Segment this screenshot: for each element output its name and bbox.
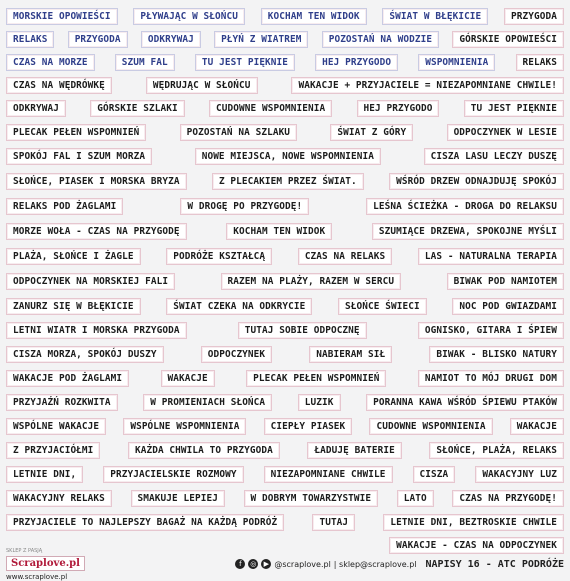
sticker-label: CZAS NA RELAKS <box>298 248 392 265</box>
sticker-label: PŁYWAJĄC W SŁOŃCU <box>133 8 245 25</box>
sticker-label: TU JEST PIĘKNIE <box>464 100 564 117</box>
sticker-label: NOWE MIEJSCA, NOWE WSPOMNIENIA <box>195 148 381 165</box>
sticker-label: NIEZAPOMNIANE CHWILE <box>264 466 393 483</box>
sticker-label: POZOSTAŃ NA SZLAKU <box>180 124 297 141</box>
sticker-label: W DROGĘ PO PRZYGODĘ! <box>180 198 309 215</box>
youtube-icon[interactable]: ▶ <box>261 559 271 569</box>
sticker-label: WSPÓLNE WSPOMNIENIA <box>123 418 246 435</box>
sticker-label: ODPOCZYNEK W LESIE <box>447 124 564 141</box>
sticker-label: SPOKÓJ FAL I SZUM MORZA <box>6 148 152 165</box>
sticker-label: RELAKS <box>6 31 54 48</box>
sticker-label: W DOBRYM TOWARZYSTWIE <box>244 490 379 507</box>
sticker-label: ŚWIAT Z GÓRY <box>330 124 413 141</box>
sticker-row <box>6 54 564 71</box>
sticker-row <box>6 173 564 190</box>
sticker-row <box>6 466 564 483</box>
sticker-label: ŁADUJĘ BATERIE <box>307 442 401 459</box>
sticker-label: CISZA MORZA, SPOKÓJ DUSZY <box>6 346 164 363</box>
sticker-row <box>6 198 564 215</box>
sticker-label: HEJ PRZYGODO <box>315 54 398 71</box>
sticker-label: WAKACJE <box>510 418 564 435</box>
sticker-label: NOC POD GWIAZDAMI <box>452 298 564 315</box>
sticker-label: Z PRZYJACIÓŁMI <box>6 442 100 459</box>
sticker-row <box>6 31 564 48</box>
sticker-label: PRZYJAŹŃ ROZKWITA <box>6 394 118 411</box>
sticker-row <box>6 442 564 459</box>
sticker-label: OGNISKO, GITARA I ŚPIEW <box>418 322 564 339</box>
website-link[interactable]: www.scraplove.pl <box>6 572 68 581</box>
sticker-row <box>6 298 564 315</box>
sticker-label: CUDOWNE WSPOMNIENIA <box>209 100 332 117</box>
sticker-label: LATO <box>397 490 434 507</box>
sticker-label: SŁOŃCE, PLAŻA, RELAKS <box>429 442 564 459</box>
sticker-label: LEŚNA ŚCIEŻKA - DROGA DO RELAKSU <box>366 198 564 215</box>
sticker-label: LETNIE DNI, <box>6 466 83 483</box>
sticker-label: ŚWIAT CZEKA NA ODKRYCIE <box>166 298 312 315</box>
sticker-label: TUTAJ <box>312 514 355 531</box>
sticker-label: RAZEM NA PLAŻY, RAZEM W SERCU <box>221 273 402 290</box>
sticker-label: KOCHAM TEN WIDOK <box>261 8 367 25</box>
sticker-label: WAKACJE <box>161 370 215 387</box>
sticker-label: CZAS NA MORZE <box>6 54 95 71</box>
sticker-row <box>6 273 564 290</box>
sticker-label: RELAKS <box>516 54 564 71</box>
sticker-label: SŁOŃCE, PIASEK I MORSKA BRYZA <box>6 173 187 190</box>
brand-block <box>6 548 85 581</box>
sticker-label: PODRÓŻE KSZTAŁCĄ <box>166 248 272 265</box>
sticker-label: WSPOMNIENIA <box>418 54 495 71</box>
sticker-row <box>6 322 564 339</box>
sticker-row <box>6 418 564 435</box>
sticker-label: WŚRÓD DRZEW ODNAJDUJĘ SPOKÓJ <box>389 173 564 190</box>
sticker-label: KAŻDA CHWILA TO PRZYGODA <box>128 442 280 459</box>
sticker-row <box>6 514 564 531</box>
sticker-label: LAS - NATURALNA TERAPIA <box>418 248 564 265</box>
sticker-label: ODPOCZYNEK <box>201 346 272 363</box>
sticker-label: HEJ PRZYGODO <box>357 100 440 117</box>
brand-logo: Scraplove.pl <box>6 556 85 571</box>
sticker-label: WĘDRUJĄC W SŁOŃCU <box>146 77 258 94</box>
sticker-label: CISZA LASU LECZY DUSZĘ <box>424 148 564 165</box>
sticker-label: LUZIK <box>298 394 341 411</box>
sticker-label: CUDOWNE WSPOMNIENIA <box>369 418 492 435</box>
sticker-label: WAKACYJNY LUZ <box>475 466 564 483</box>
sticker-label: RELAKS POD ŻAGLAMI <box>6 198 123 215</box>
sticker-label: KOCHAM TEN WIDOK <box>226 223 332 240</box>
sticker-label: CIEPŁY PIASEK <box>264 418 353 435</box>
sticker-row <box>6 346 564 363</box>
sticker-label: GÓRSKIE SZLAKI <box>90 100 184 117</box>
sticker-label: GÓRSKIE OPOWIEŚCI <box>452 31 564 48</box>
sheet-title: NAPISY 16 - ATC PODRÓŻE <box>425 558 564 570</box>
sticker-row <box>6 77 564 94</box>
sticker-label: SMAKUJE LEPIEJ <box>131 490 225 507</box>
sticker-label: MORSKIE OPOWIEŚCI <box>6 8 118 25</box>
social-handle[interactable]: @scraplove.pl <box>274 559 331 569</box>
sticker-label: WAKACYJNY RELAKS <box>6 490 112 507</box>
sticker-label: BIWAK - BLISKO NATURY <box>429 346 564 363</box>
sticker-row <box>6 8 564 25</box>
sticker-label: WAKACJE POD ŻAGLAMI <box>6 370 129 387</box>
email-link[interactable]: | sklep@scraplove.pl <box>333 559 417 569</box>
sticker-label: CISZA <box>413 466 456 483</box>
sticker-row <box>6 490 564 507</box>
sticker-label: LETNIE DNI, BEZTROSKIE CHWILE <box>383 514 564 531</box>
sticker-label: NABIERAM SIŁ <box>309 346 392 363</box>
sticker-label: PLECAK PEŁEN WSPOMNIEŃ <box>246 370 386 387</box>
sticker-row <box>6 370 564 387</box>
sticker-label: PORANNA KAWA WŚRÓD ŚPIEWU PTAKÓW <box>366 394 564 411</box>
sticker-label: PRZYJACIELSKIE ROZMOWY <box>103 466 243 483</box>
sticker-label: LETNI WIATR I MORSKA PRZYGODA <box>6 322 187 339</box>
sticker-label: Z PLECAKIEM PRZEZ ŚWIAT. <box>212 173 364 190</box>
sticker-row <box>6 394 564 411</box>
sticker-label: ŚWIAT W BŁĘKICIE <box>382 8 488 25</box>
sticker-label: TU JEST PIĘKNIE <box>195 54 295 71</box>
sticker-label: SZUMIĄCE DRZEWA, SPOKOJNE MYŚLI <box>372 223 564 240</box>
sticker-label: WAKACJE + PRZYJACIELE = NIEZAPOMNIANE CHWILE! <box>291 77 564 94</box>
brand-tagline: SKLEP Z PASJĄ <box>6 547 43 554</box>
sticker-row <box>6 100 564 117</box>
sticker-row <box>6 248 564 265</box>
contact-block <box>235 559 564 570</box>
sticker-label: NAMIOT TO MÓJ DRUGI DOM <box>418 370 564 387</box>
sticker-label: BIWAK POD NAMIOTEM <box>447 273 564 290</box>
footer <box>6 548 564 580</box>
sticker-label: PŁYŃ Z WIATREM <box>214 31 308 48</box>
sticker-label: POZOSTAŃ NA WODZIE <box>322 31 439 48</box>
sticker-label: TUTAJ SOBIE ODPOCZNĘ <box>238 322 367 339</box>
sticker-row <box>6 124 564 141</box>
sticker-label: MORZE WOŁA - CZAS NA PRZYGODĘ <box>6 223 187 240</box>
sticker-label: PRZYGODA <box>504 8 564 25</box>
sticker-label: ODKRYWAJ <box>6 100 66 117</box>
sticker-label: ZANURZ SIĘ W BŁĘKICIE <box>6 298 141 315</box>
sticker-label: PRZYJACIELE TO NAJLEPSZY BAGAŻ NA KAŻDĄ PODRÓŻ <box>6 514 284 531</box>
facebook-icon[interactable]: f <box>235 559 245 569</box>
sticker-label: PLAŻA, SŁOŃCE I ŻAGLE <box>6 248 141 265</box>
sticker-label: WAKACJE - CZAS NA ODPOCZYNEK <box>389 537 564 554</box>
sticker-label: WSPÓLNE WAKACJE <box>6 418 106 435</box>
sticker-label: W PROMIENIACH SŁOŃCA <box>143 394 272 411</box>
sticker-label: PLECAK PEŁEN WSPOMNIEŃ <box>6 124 146 141</box>
sticker-label: SZUM FAL <box>115 54 175 71</box>
sticker-label: CZAS NA PRZYGODĘ! <box>452 490 564 507</box>
instagram-icon[interactable]: ◎ <box>250 560 257 568</box>
sticker-label: ODKRYWAJ <box>141 31 201 48</box>
sticker-label: PRZYGODA <box>68 31 128 48</box>
sticker-row <box>6 223 564 240</box>
sticker-label: ODPOCZYNEK NA MORSKIEJ FALI <box>6 273 175 290</box>
sticker-label: CZAS NA WĘDRÓWKĘ <box>6 77 112 94</box>
sticker-label: SŁOŃCE ŚWIECI <box>338 298 427 315</box>
sticker-row <box>6 148 564 165</box>
